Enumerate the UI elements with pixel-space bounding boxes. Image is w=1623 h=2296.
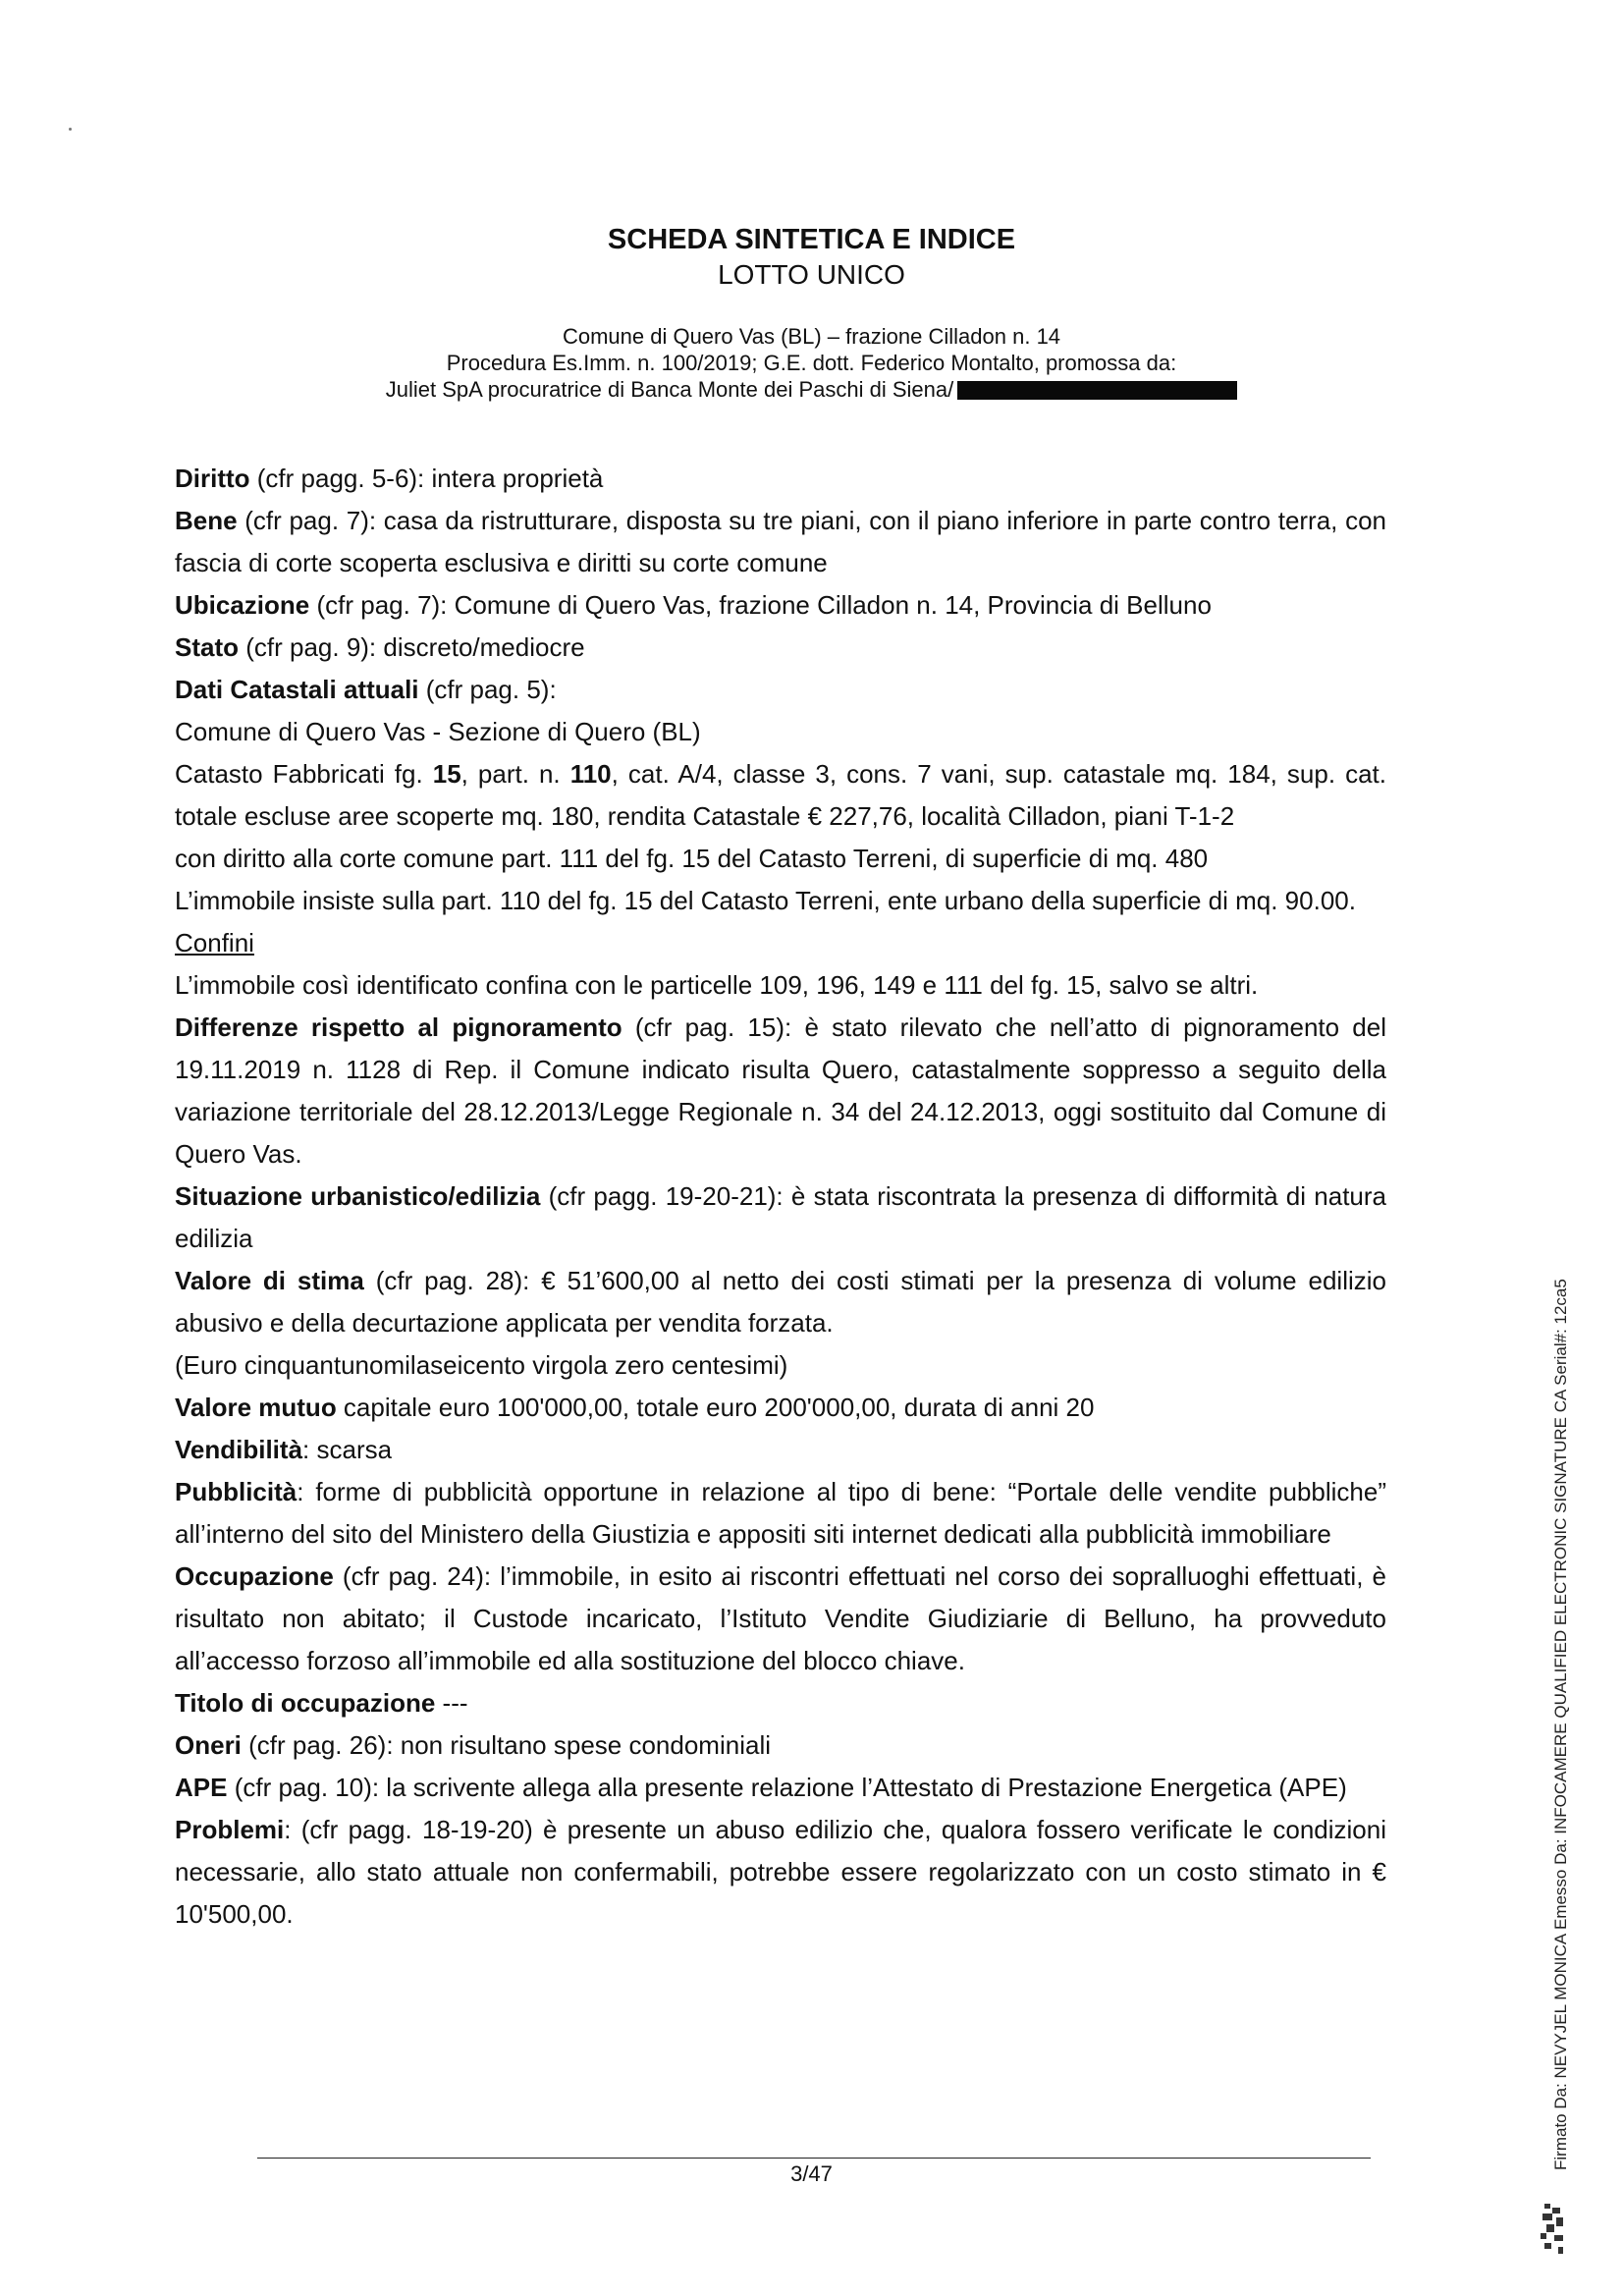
section-label: Diritto xyxy=(175,464,250,493)
section-confini-text: L’immobile così identificato confina con le particelle 109, 196, 149 e 111 del fg. 15, salvo se altri. xyxy=(175,970,1259,1000)
catasto-immobile: L’immobile insiste sulla part. 110 del fg. 15 del Catasto Terreni, ente urbano della superficie di mq. 90.00. xyxy=(175,886,1356,915)
catasto-foglio: 15 xyxy=(432,759,461,789)
section-confini-label: Confini xyxy=(175,928,254,957)
section-label: APE xyxy=(175,1773,228,1802)
section-situazione xyxy=(175,1175,1386,1260)
valore-stima-note: (Euro cinquantunomilaseicento virgola zero centesimi) xyxy=(175,1350,788,1380)
section-text: (cfr pag. 15): è stato rilevato che nell’atto di pignoramento del 19.11.2019 n. 1128 di Rep. il Comune indicato risulta Quero, catastalmente soppresso a seguito della variazione territoriale del 28.12.2013/Legge Regionale n. 34 del 24.12.2013, oggi sostituito dal Comune di Quero Vas. xyxy=(175,1012,1386,1169)
section-label: Valore mutuo xyxy=(175,1393,337,1422)
header-creditor xyxy=(0,376,1623,403)
section-label: Oneri xyxy=(175,1730,242,1760)
section-label: Dati Catastali attuali xyxy=(175,675,419,704)
section-label: Titolo di occupazione xyxy=(175,1688,436,1718)
digital-signature-note: Firmato Da: NEVYJEL MONICA Emesso Da: INFOCAMERE QUALIFIED ELECTRONIC SIGNATURE CA Serial#: 12ca5 xyxy=(1551,1279,1570,2170)
section-text: : forme di pubblicità opportune in relazione al tipo di bene: “Portale delle vendite pubbliche” all’interno del sito del Ministero della Giustizia e appositi siti internet dedicati alla pubblicità immobiliare xyxy=(175,1477,1386,1549)
catasto-fabbricati xyxy=(175,753,1386,838)
section-pubblicita xyxy=(175,1471,1386,1556)
section-bene xyxy=(175,500,1386,584)
summary-body xyxy=(175,458,1386,1936)
section-label: Differenze rispetto al pignoramento xyxy=(175,1012,622,1042)
header-procedure: Procedura Es.Imm. n. 100/2019; G.E. dott. Federico Montalto, promossa da: xyxy=(446,351,1177,375)
footer-divider xyxy=(257,2158,1371,2159)
section-differenze xyxy=(175,1007,1386,1175)
catasto-corte: con diritto alla corte comune part. 111 del fg. 15 del Catasto Terreni, di superficie di mq. 480 xyxy=(175,844,1209,873)
catasto-text: , part. n. xyxy=(460,759,570,789)
section-text: : (cfr pagg. 18-19-20) è presente un abuso edilizio che, qualora fossero verificate le condizioni necessarie, allo stato attuale non confermabili, potrebbe essere regolarizzato con un costo stimato in € 10'500,00. xyxy=(175,1815,1386,1929)
header-creditor-text: Juliet SpA procuratrice di Banca Monte dei Paschi di Siena/ xyxy=(385,377,954,402)
section-text: capitale euro 100'000,00, totale euro 200'000,00, durata di anni 20 xyxy=(336,1393,1095,1422)
section-titolo xyxy=(175,1682,1386,1724)
section-diritto xyxy=(175,458,1386,500)
section-label: Occupazione xyxy=(175,1561,334,1591)
catasto-particella: 110 xyxy=(569,759,612,789)
section-ape xyxy=(175,1767,1386,1809)
document-subtitle: LOTTO UNICO xyxy=(718,259,905,290)
section-vendibilita xyxy=(175,1429,1386,1471)
catasto-text: Catasto Fabbricati fg. xyxy=(175,759,433,789)
section-text: (cfr pag. 26): non risultano spese condominiali xyxy=(241,1730,771,1760)
section-valore-mutuo xyxy=(175,1387,1386,1429)
section-ubicazione xyxy=(175,584,1386,627)
catasto-comune: Comune di Quero Vas - Sezione di Quero (BL) xyxy=(175,717,701,746)
section-text: (cfr pag. 24): l’immobile, in esito ai riscontri effettuati nel corso dei sopralluoghi effettuati, è risultato non abitato; il Custode incaricato, l’Istituto Vendite Giudiziarie di Belluno, ha provveduto all’accesso forzoso all’immobile ed alla sostituzione del blocco chiave. xyxy=(175,1561,1386,1675)
section-label: Situazione urbanistico/edilizia xyxy=(175,1181,541,1211)
section-label: Vendibilità xyxy=(175,1435,303,1464)
section-text: (cfr pag. 28): € 51’600,00 al netto dei costi stimati per la presenza di volume edilizio abusivo e della decurtazione applicata per vendita forzata. xyxy=(175,1266,1386,1338)
stamp-mark-icon xyxy=(1537,2200,1572,2259)
document-title: SCHEDA SINTETICA E INDICE xyxy=(607,224,1016,255)
section-label: Pubblicità xyxy=(175,1477,298,1506)
section-text: (cfr pag. 9): discreto/mediocre xyxy=(239,632,585,662)
section-text: (cfr pag. 10): la scrivente allega alla presente relazione l’Attestato di Prestazione Energetica (APE) xyxy=(227,1773,1347,1802)
page-number: 3/47 xyxy=(790,2161,833,2186)
catasto-text: , cat. A/4, classe 3, cons. 7 vani, sup. catastale mq. 184, sup. cat. totale escluse aree scoperte mq. 180, rendita Catastale € 227,76, località Cilladon, piani T-1-2 xyxy=(175,759,1387,831)
section-label: Ubicazione xyxy=(175,590,310,620)
section-label: Stato xyxy=(175,632,239,662)
section-label: Bene xyxy=(175,506,238,535)
section-text: (cfr pag. 5): xyxy=(418,675,557,704)
section-text: (cfr pagg. 19-20-21): è stata riscontrata la presenza di difformità di natura edilizia xyxy=(175,1181,1386,1253)
header-location: Comune di Quero Vas (BL) – frazione Cilladon n. 14 xyxy=(562,324,1061,349)
section-problemi xyxy=(175,1809,1386,1936)
section-text: (cfr pag. 7): casa da ristrutturare, disposta su tre piani, con il piano inferiore in parte contro terra, con fascia di corte scoperta esclusiva e diritti su corte comune xyxy=(175,506,1386,577)
section-text: (cfr pagg. 5-6): intera proprietà xyxy=(249,464,604,493)
section-oneri xyxy=(175,1724,1386,1767)
section-text: --- xyxy=(435,1688,468,1718)
section-occupazione xyxy=(175,1556,1386,1682)
section-stato xyxy=(175,627,1386,669)
section-text: : scarsa xyxy=(302,1435,393,1464)
redaction-bar xyxy=(957,381,1237,400)
section-label: Valore di stima xyxy=(175,1266,364,1295)
scan-speck xyxy=(69,128,72,131)
section-valore-stima xyxy=(175,1260,1386,1344)
section-label: Problemi xyxy=(175,1815,285,1844)
section-text: (cfr pag. 7): Comune di Quero Vas, frazione Cilladon n. 14, Provincia di Belluno xyxy=(309,590,1212,620)
section-dati-catastali xyxy=(175,669,1386,711)
